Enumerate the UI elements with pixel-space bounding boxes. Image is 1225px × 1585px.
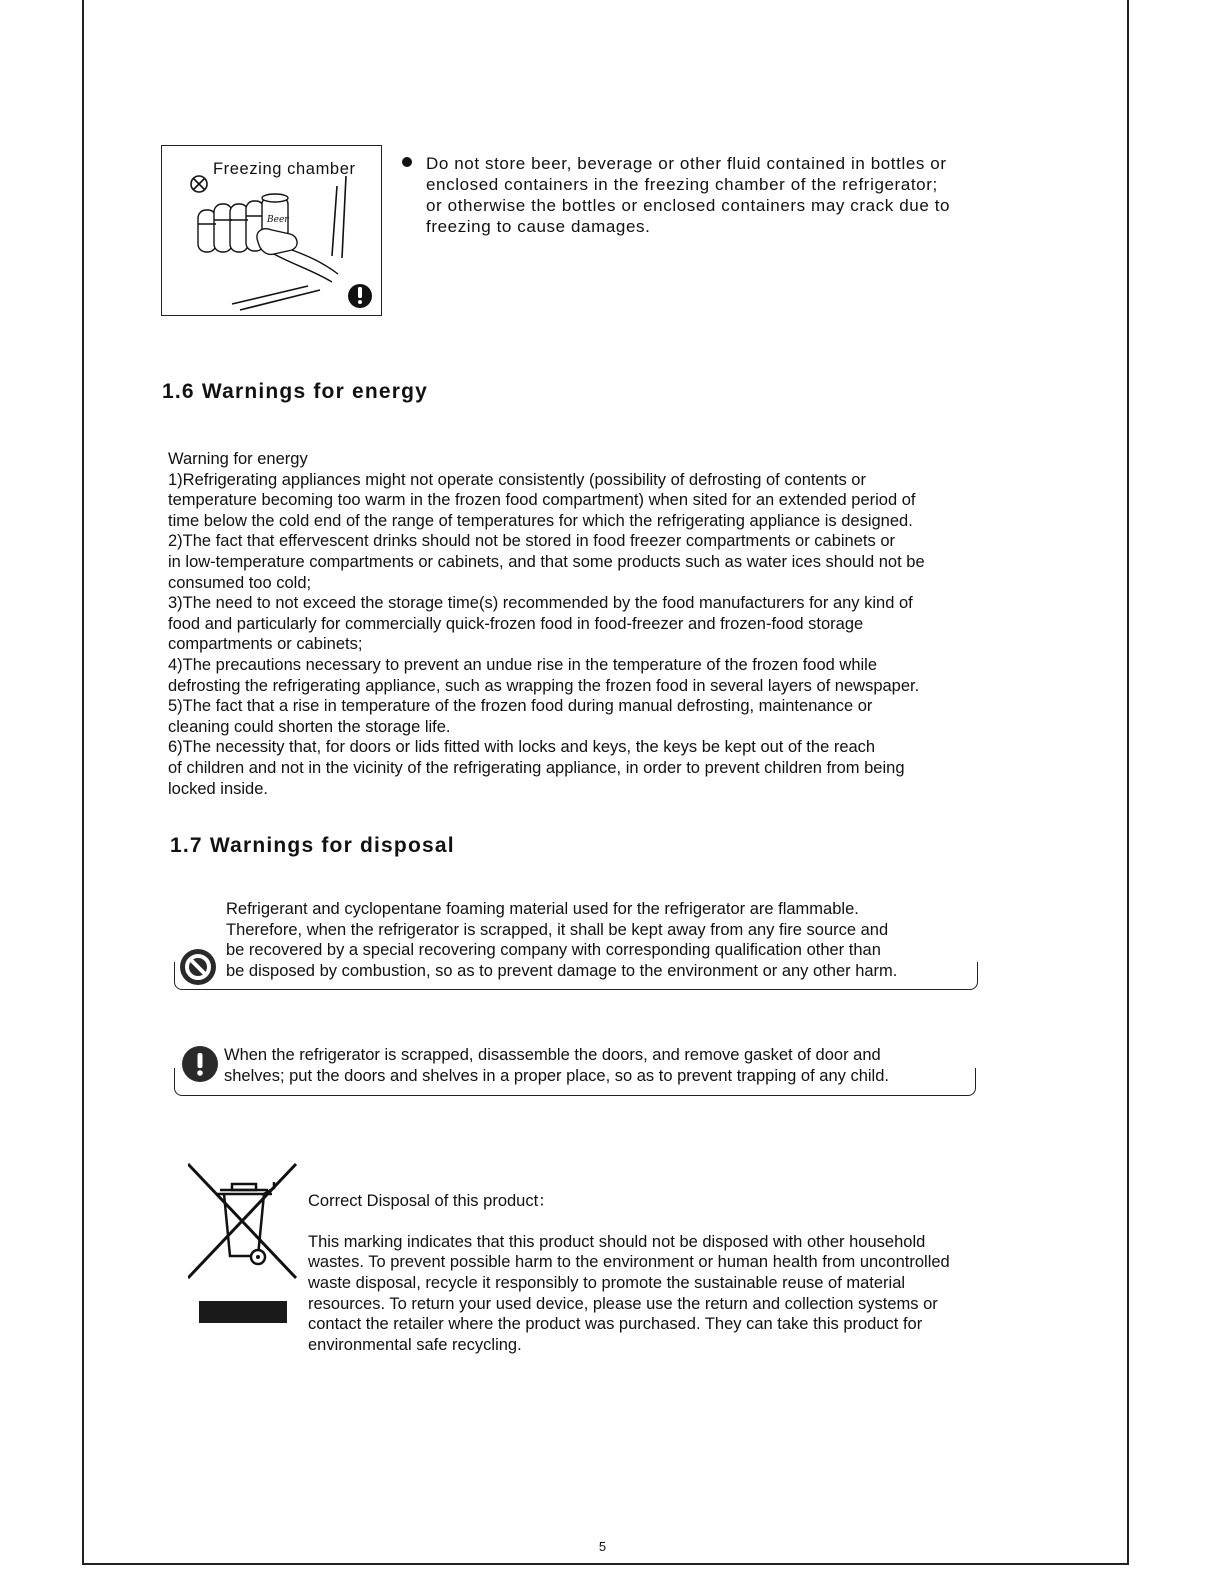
bullet-dot-icon bbox=[402, 157, 412, 167]
prohibited-cross-icon bbox=[191, 176, 207, 192]
freezing-chamber-label: Freezing chamber bbox=[213, 160, 356, 178]
freezing-warning bbox=[402, 153, 1022, 237]
energy-warnings-text: Warning for energy 1)Refrigerating appliances might not operate consistently (possibility of defrosting of contents or temperature becoming too warm in the frozen food compartment) when sited for an extended period of time below the cold end of the range of temperatures for which the refrigerating appliance is designed. 2)The fact that effervescent drinks should not be stored in food freezer compartments or cabinets or in low-temperature compartments or cabinets, and that some products such as water ices should not be consumed too cold; 3)The need to not exceed the storage time(s) recommended by the food manufacturers for any kind of food and particularly for commercially quick-frozen food in food-freezer and frozen-food storage compartments or cabinets; 4)The precautions necessary to prevent an undue rise in the temperature of the frozen food while defrosting the refrigerating appliance, such as wrapping the frozen food in several layers of newspaper. 5)The fact that a rise in temperature of the frozen food during manual defrosting, maintenance or cleaning could shorten the storage life. 6)The necessity that, for doors or lids fitted with locks and keys, the keys be kept out of the reach of children and not in the vicinity of the refrigerating appliance, in order to prevent children from being locked inside. bbox=[168, 450, 925, 798]
exclamation-icon bbox=[182, 1046, 218, 1082]
hand-drawing bbox=[257, 229, 338, 282]
weee-disposal-text bbox=[308, 1170, 1038, 1376]
no-fire-icon bbox=[180, 949, 216, 985]
freezing-warning-text: Do not store beer, beverage or other fluid contained in bottles or enclosed containers in the freezing chamber of the refrigerator; or otherwise the bottles or enclosed containers may crack due to freezing to cause damages. bbox=[426, 154, 951, 236]
weee-body: This marking indicates that this product should not be disposed with other household wastes. To prevent possible harm to the environment or human health from uncontrolled waste disposal, recycle it responsibly to promote the sustainable reuse of material resources. To return your used device, please use the return and collection systems or contact the retailer where the product was purchased. They can take this product for environmental safe recycling. bbox=[308, 1232, 950, 1354]
section-heading-energy: 1.6 Warnings for energy bbox=[162, 380, 429, 403]
section-heading-disposal: 1.7 Warnings for disposal bbox=[170, 834, 455, 857]
exclamation-icon bbox=[348, 284, 372, 308]
beer-can-label: Beer bbox=[267, 215, 289, 225]
flammable-note-text: Refrigerant and cyclopentane foaming material used for the refrigerator are flammable. Therefore, when the refrigerator is scrapped, it shall be kept away from any fire source and be recovered by a special recovering company with corresponding qualification other than be disposed by combustion, so as to prevent damage to the environment or any other harm. bbox=[226, 900, 898, 980]
scrap-note-text: When the refrigerator is scrapped, disassemble the doors, and remove gasket of door and shelves; put the doors and shelves in a proper place, so as to prevent trapping of any child. bbox=[224, 1046, 889, 1085]
freezing-chamber-illustration bbox=[161, 145, 382, 316]
weee-title: Correct Disposal of this product： bbox=[308, 1191, 555, 1210]
crossed-bin-icon bbox=[188, 1160, 298, 1325]
page-number: 5 bbox=[598, 1539, 607, 1554]
